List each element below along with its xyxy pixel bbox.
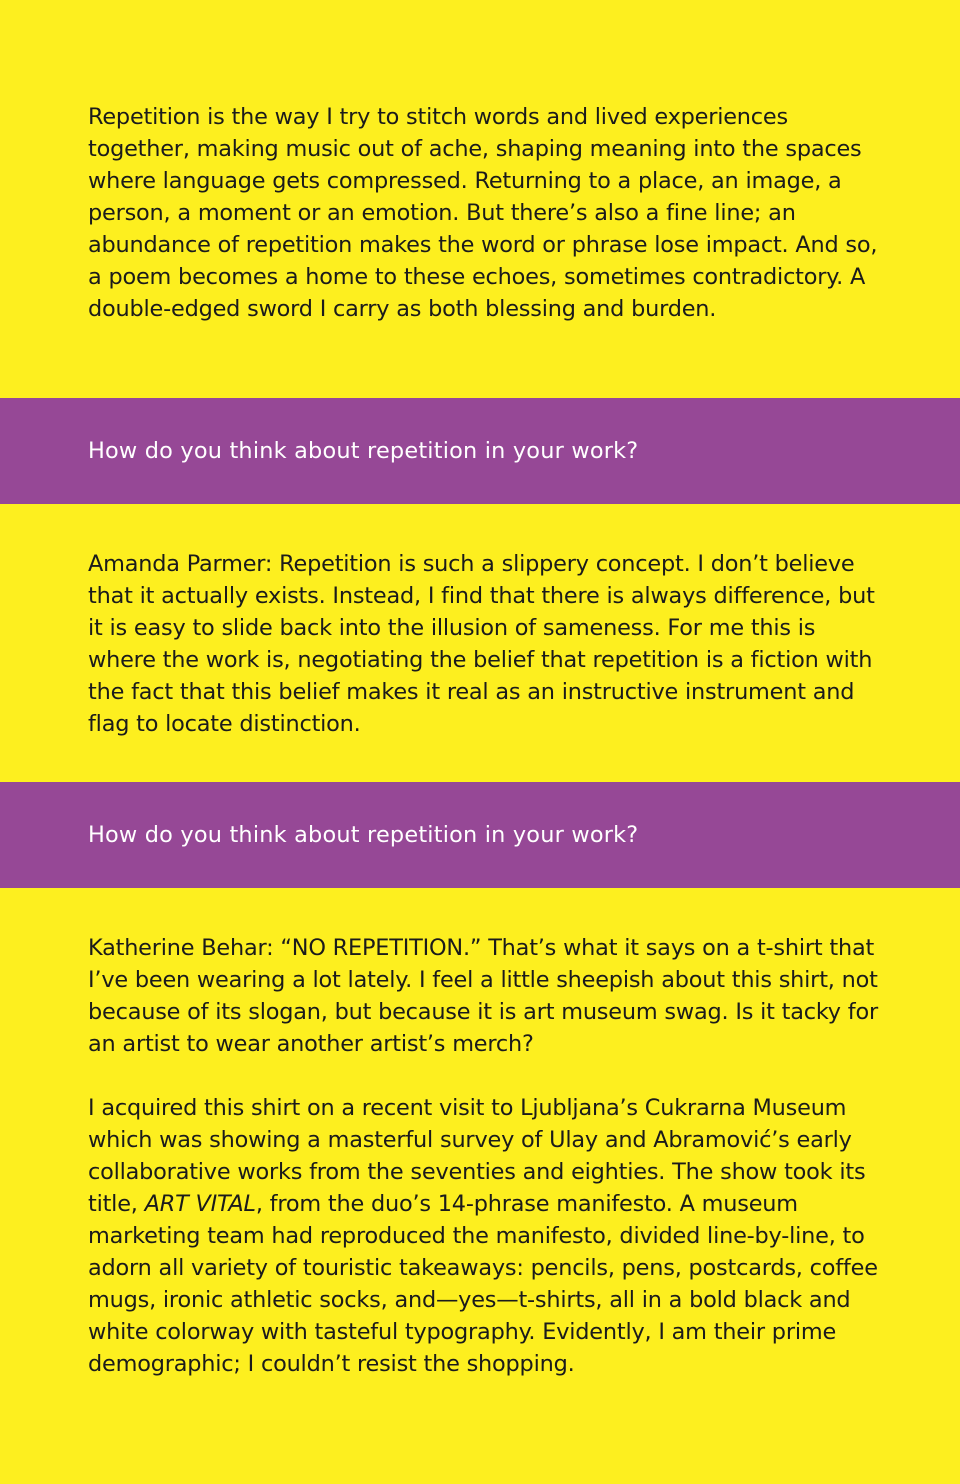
answer-behar-section [88, 932, 878, 1380]
intro-paragraph: Repetition is the way I try to stitch words and lived experiences together, making music out of ache, shaping meaning into the spaces where language gets compressed. Returning to a place, an image, a person, a moment or an emotion. But there’s also a fine line; an abundance of repetition makes the word or phrase lose impact. And so, a poem becomes a home to these echoes, sometimes contradictory. A double-edged sword I carry as both blessing and burden. [88, 104, 878, 322]
paragraph-2-text-before-title: I acquired this shirt on a recent visit to Ljubljana’s Cukrarna Museum which was showing a masterful survey of Ulay and Abramović’s early collaborative works from the seventies and eighties. The show took its title, [88, 1095, 866, 1217]
question-band-2 [0, 782, 960, 888]
answer-behar-paragraph-2 [88, 1092, 878, 1380]
intro-section [88, 101, 878, 325]
answer-parmer-paragraph: Amanda Parmer: Repetition is such a slippery concept. I don’t believe that it actually exists. Instead, I find that there is always difference, but it is easy to slide back into the illusion of sameness. For me this is where the work is, negotiating the belief that repetition is a fiction with the fact that this belief makes it real as an instructive instrument and flag to locate distinction. [88, 551, 875, 737]
question-heading-1: How do you think about repetition in your work? [88, 438, 639, 464]
paragraph-2-text-after-title: , from the duo’s 14-phrase manifesto. A museum marketing team had reproduced the manifesto, divided line-by-line, to adorn all variety of touristic takeaways: pencils, pens, postcards, coffee mugs, ironic athletic socks, and—yes—t-shirts, all in a bold black and white colorway with tasteful typography. Evidently, I am their prime demographic; I couldn’t resist the shopping. [88, 1191, 878, 1377]
question-heading-2: How do you think about repetition in your work? [88, 822, 639, 848]
answer-parmer-section [88, 548, 878, 740]
show-title: ART VITAL [144, 1191, 256, 1217]
answer-behar-paragraph-1: Katherine Behar: “NO REPETITION.” That’s what it says on a t-shirt that I’ve been wearing a lot lately. I feel a little sheepish about this shirt, not because of its slogan, but because it is art museum swag. Is it tacky for an artist to wear another artist’s merch? [88, 935, 878, 1057]
question-band-1 [0, 398, 960, 504]
